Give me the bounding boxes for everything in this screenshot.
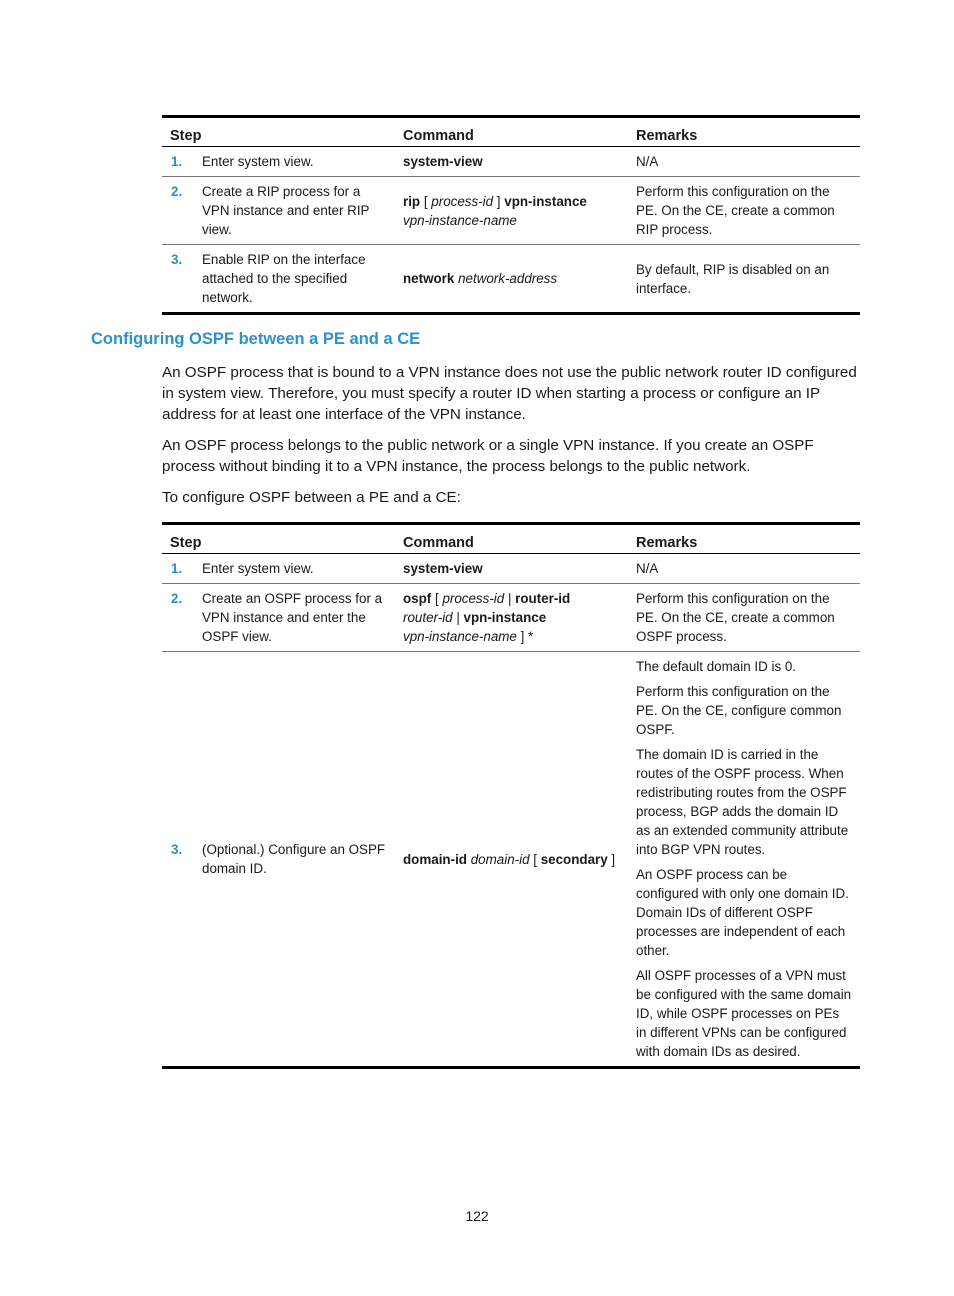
step-number: 2. bbox=[171, 184, 183, 199]
command-cell bbox=[395, 177, 628, 245]
step-text: Enable RIP on the interface attached to the specified network. bbox=[202, 252, 366, 305]
step-number: 3. bbox=[171, 842, 183, 857]
command-keyword: secondary bbox=[540, 851, 608, 867]
step-cell bbox=[162, 554, 395, 584]
command-keyword: vpn-instance bbox=[463, 610, 547, 625]
command-cell bbox=[395, 147, 628, 177]
command-keyword: rip bbox=[403, 193, 421, 209]
command-cell bbox=[395, 554, 628, 584]
section-title: Configuring OSPF between a PE and a CE bbox=[91, 330, 421, 348]
remark-text: By default, RIP is disabled on an interface. bbox=[636, 261, 830, 296]
remarks-cell bbox=[628, 554, 860, 584]
table-row bbox=[162, 554, 860, 584]
command-keyword: network bbox=[403, 271, 455, 286]
command-syntax: ] bbox=[493, 193, 505, 209]
remarks-cell bbox=[628, 177, 860, 245]
body-paragraph: An OSPF process belongs to the public network or a single VPN instance. If you create an OSPF process without binding it to a VPN instance, the process belongs to the public network. bbox=[162, 437, 814, 475]
command-argument: vpn-instance-name bbox=[403, 212, 517, 228]
table-header-row bbox=[162, 117, 860, 147]
table-row bbox=[162, 245, 860, 314]
step-text: Enter system view. bbox=[202, 154, 314, 169]
table-header-row bbox=[162, 524, 860, 554]
step-text: Enter system view. bbox=[202, 561, 314, 576]
step-text: Create a RIP process for a VPN instance and enter RIP view. bbox=[202, 184, 370, 237]
command-argument: process-id bbox=[431, 193, 494, 209]
remark-text: Perform this configuration on the PE. On the CE, create a common OSPF process. bbox=[636, 591, 835, 644]
step-number: 1. bbox=[171, 154, 183, 169]
remark-text: Perform this configuration on the PE. On the CE, create a common RIP process. bbox=[636, 184, 835, 237]
step-cell bbox=[162, 147, 395, 177]
table-row bbox=[162, 652, 860, 1068]
remark-text: Perform this configuration on the PE. On the CE, configure common OSPF. bbox=[636, 684, 842, 737]
step-cell bbox=[162, 245, 395, 314]
header-step: Step bbox=[170, 128, 202, 144]
page-number: 122 bbox=[465, 1208, 489, 1224]
command-cell bbox=[395, 584, 628, 652]
command-argument: router-id bbox=[403, 610, 453, 625]
command-keyword: domain-id bbox=[403, 851, 467, 867]
remarks-cell bbox=[628, 652, 860, 1068]
command-cell bbox=[395, 652, 628, 1068]
table-row bbox=[162, 584, 860, 652]
table-row bbox=[162, 177, 860, 245]
command-syntax: ] * bbox=[516, 629, 534, 644]
command-syntax: [ bbox=[431, 591, 443, 606]
command-argument: vpn-instance-name bbox=[403, 629, 517, 644]
command-keyword: router-id bbox=[515, 591, 571, 606]
step-number: 3. bbox=[171, 252, 183, 267]
remark-text: An OSPF process can be configured with only one domain ID. Domain IDs of different OSPF processes are independent of each other. bbox=[636, 867, 849, 958]
command-keyword: ospf bbox=[403, 591, 432, 606]
header-remarks: Remarks bbox=[636, 128, 698, 144]
command-syntax: | bbox=[452, 610, 464, 625]
remark-text: The domain ID is carried in the routes of the OSPF process. When redistributing routes from the OSPF process, BGP adds the domain ID as an extended community attribute into BGP VPN routes. bbox=[636, 747, 849, 857]
step-cell bbox=[162, 177, 395, 245]
step-text: Create an OSPF process for a VPN instance and enter the OSPF view. bbox=[202, 591, 383, 644]
remark-text: N/A bbox=[636, 154, 659, 169]
command-argument: process-id bbox=[442, 591, 505, 606]
command-keyword: system-view bbox=[403, 154, 483, 169]
rip-config-table bbox=[162, 115, 860, 315]
table-row bbox=[162, 147, 860, 177]
command-syntax: ] bbox=[607, 851, 616, 867]
command-keyword: system-view bbox=[403, 561, 483, 576]
header-step: Step bbox=[170, 535, 202, 551]
command-keyword: vpn-instance bbox=[504, 193, 587, 209]
command-syntax: [ bbox=[529, 851, 541, 867]
remark-text: N/A bbox=[636, 561, 659, 576]
command-syntax: | bbox=[504, 591, 516, 606]
command-syntax: [ bbox=[420, 193, 432, 209]
body-paragraph: An OSPF process that is bound to a VPN instance does not use the public network router ID configured in system view. Therefore, you must specify a router ID when starting a process or configure an IP address for at least one interface of the VPN instance. bbox=[162, 364, 857, 423]
remarks-cell bbox=[628, 245, 860, 314]
remark-text: All OSPF processes of a VPN must be configured with the same domain ID, while OSPF processes on PEs in different VPNs can be configured with domain IDs as desired. bbox=[636, 968, 852, 1059]
step-cell bbox=[162, 652, 395, 1068]
body-paragraph: To configure OSPF between a PE and a CE: bbox=[162, 489, 461, 506]
step-text: (Optional.) Configure an OSPF domain ID. bbox=[202, 842, 386, 876]
command-argument: network-address bbox=[458, 271, 558, 286]
header-command: Command bbox=[403, 128, 474, 144]
remarks-cell bbox=[628, 147, 860, 177]
ospf-config-table bbox=[162, 522, 860, 1069]
header-command: Command bbox=[403, 535, 474, 551]
header-remarks: Remarks bbox=[636, 535, 698, 551]
command-cell bbox=[395, 245, 628, 314]
step-number: 2. bbox=[171, 591, 183, 606]
command-argument: domain-id bbox=[470, 851, 530, 867]
step-number: 1. bbox=[171, 561, 183, 576]
remarks-cell bbox=[628, 584, 860, 652]
step-cell bbox=[162, 584, 395, 652]
remark-text: The default domain ID is 0. bbox=[636, 659, 797, 674]
